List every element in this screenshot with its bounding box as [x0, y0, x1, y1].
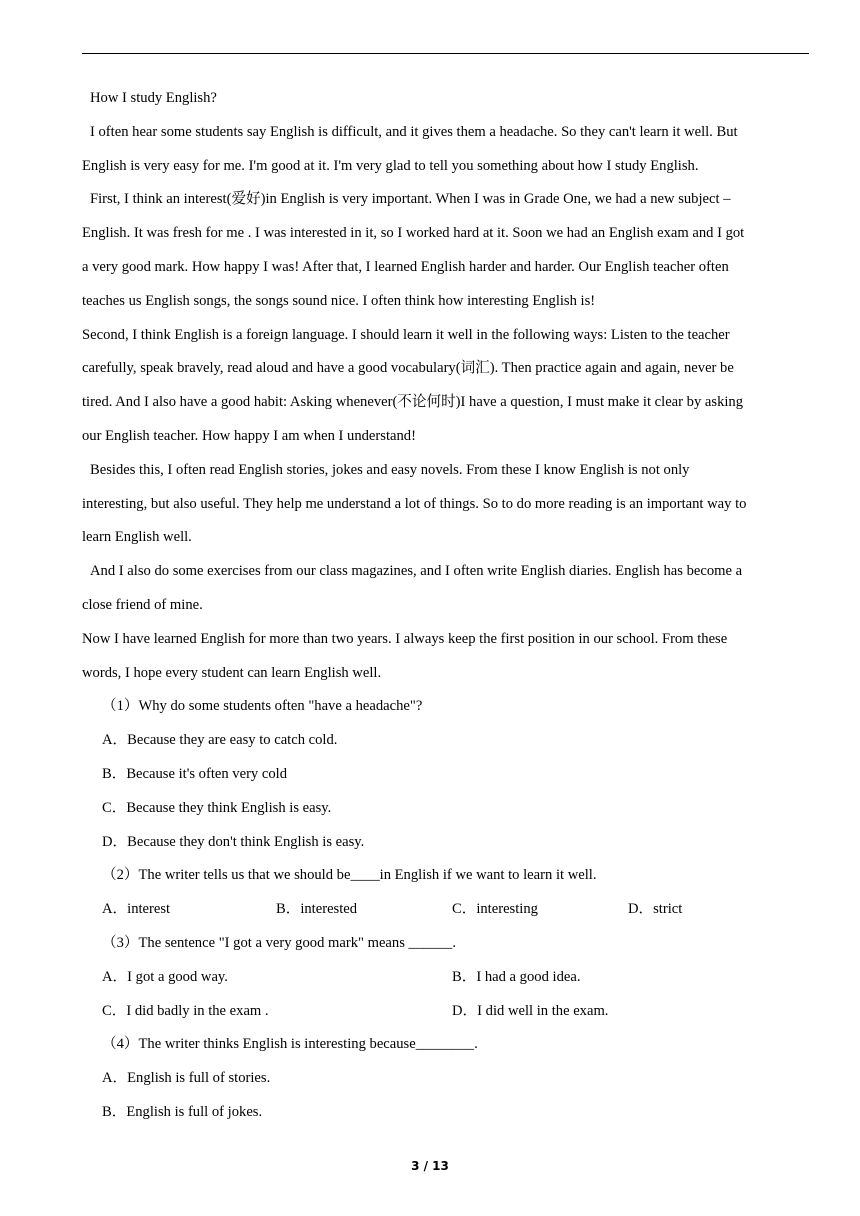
passage-line: teaches us English songs, the songs sound nice. I often think how interesting English is! [82, 292, 596, 309]
passage-line: English is very easy for me. I'm good at it. I'm very glad to tell you something about how I study English. [82, 157, 699, 174]
answer-option: D．Because they don't think English is easy. [102, 833, 365, 850]
answer-option: C．interesting [452, 901, 538, 918]
reading-passage [82, 82, 812, 690]
question-stem: （4）The writer thinks English is interesting because________. [102, 1036, 478, 1053]
answer-option: A．English is full of stories. [102, 1070, 271, 1087]
passage-line: tired. And I also have a good habit: Asking whenever(不论何时)I have a question, I must make it clear by asking [82, 394, 744, 411]
passage-line: Now I have learned English for more than two years. I always keep the first position in our school. From these [82, 630, 728, 647]
passage-line: English. It was fresh for me . I was interested in it, so I worked hard at it. Soon we had an English exam and I got [82, 225, 745, 242]
passage-line: And I also do some exercises from our class magazines, and I often write English diaries. English has become a [90, 563, 743, 580]
answer-option: D．strict [628, 901, 683, 918]
answer-option: D．I did well in the exam. [452, 1002, 609, 1019]
passage-line: our English teacher. How happy I am when I understand! [82, 427, 416, 444]
answer-option-row [82, 995, 812, 1029]
answer-option: C．I did badly in the exam . [102, 1002, 269, 1019]
question-stem: （1）Why do some students often "have a headache"? [102, 698, 423, 715]
question-2 [82, 859, 812, 927]
answer-option: B．interested [276, 901, 358, 918]
question-stem: （3）The sentence "I got a very good mark" means ______. [102, 934, 456, 951]
passage-title: How I study English? [90, 90, 217, 106]
passage-line: Besides this, I often read English stories, jokes and easy novels. From these I know English is not only [90, 461, 690, 478]
passage-line: First, I think an interest(爱好)in English is very important. When I was in Grade One, we had a new subject – [90, 191, 731, 208]
answer-option: B．I had a good idea. [452, 968, 581, 985]
answer-option: A．Because they are easy to catch cold. [102, 732, 338, 749]
page-number: 3 / 13 [411, 1159, 449, 1173]
header-rule [82, 53, 809, 54]
answer-option: C．Because they think English is easy. [102, 799, 332, 816]
question-3 [82, 927, 812, 1028]
answer-option: A．I got a good way. [102, 968, 228, 985]
answer-option: A．interest [102, 901, 171, 918]
passage-line: words, I hope every student can learn English well. [82, 664, 382, 681]
question-stem: （2）The writer tells us that we should be____in English if we want to learn it well. [102, 867, 597, 884]
passage-line: carefully, speak bravely, read aloud and have a good vocabulary(词汇). Then practice again and again, never be [82, 360, 734, 377]
passage-line: learn English well. [82, 529, 192, 546]
answer-option-row [82, 961, 812, 995]
answer-option: B．English is full of jokes. [102, 1103, 263, 1120]
document-body [82, 82, 812, 1130]
passage-line: interesting, but also useful. They help me understand a lot of things. So to do more reading is an important way to [82, 495, 747, 512]
answer-option-row [82, 893, 812, 927]
passage-line: close friend of mine. [82, 596, 203, 613]
question-4 [82, 1028, 812, 1129]
question-1 [82, 690, 812, 859]
passage-line: Second, I think English is a foreign language. I should learn it well in the following ways: Listen to the teacher [82, 326, 730, 343]
passage-line: I often hear some students say English is difficult, and it gives them a headache. So they can't learn it well. But [90, 123, 738, 140]
answer-option: B．Because it's often very cold [102, 765, 288, 782]
passage-line: a very good mark. How happy I was! After that, I learned English harder and harder. Our English teacher often [82, 258, 729, 275]
